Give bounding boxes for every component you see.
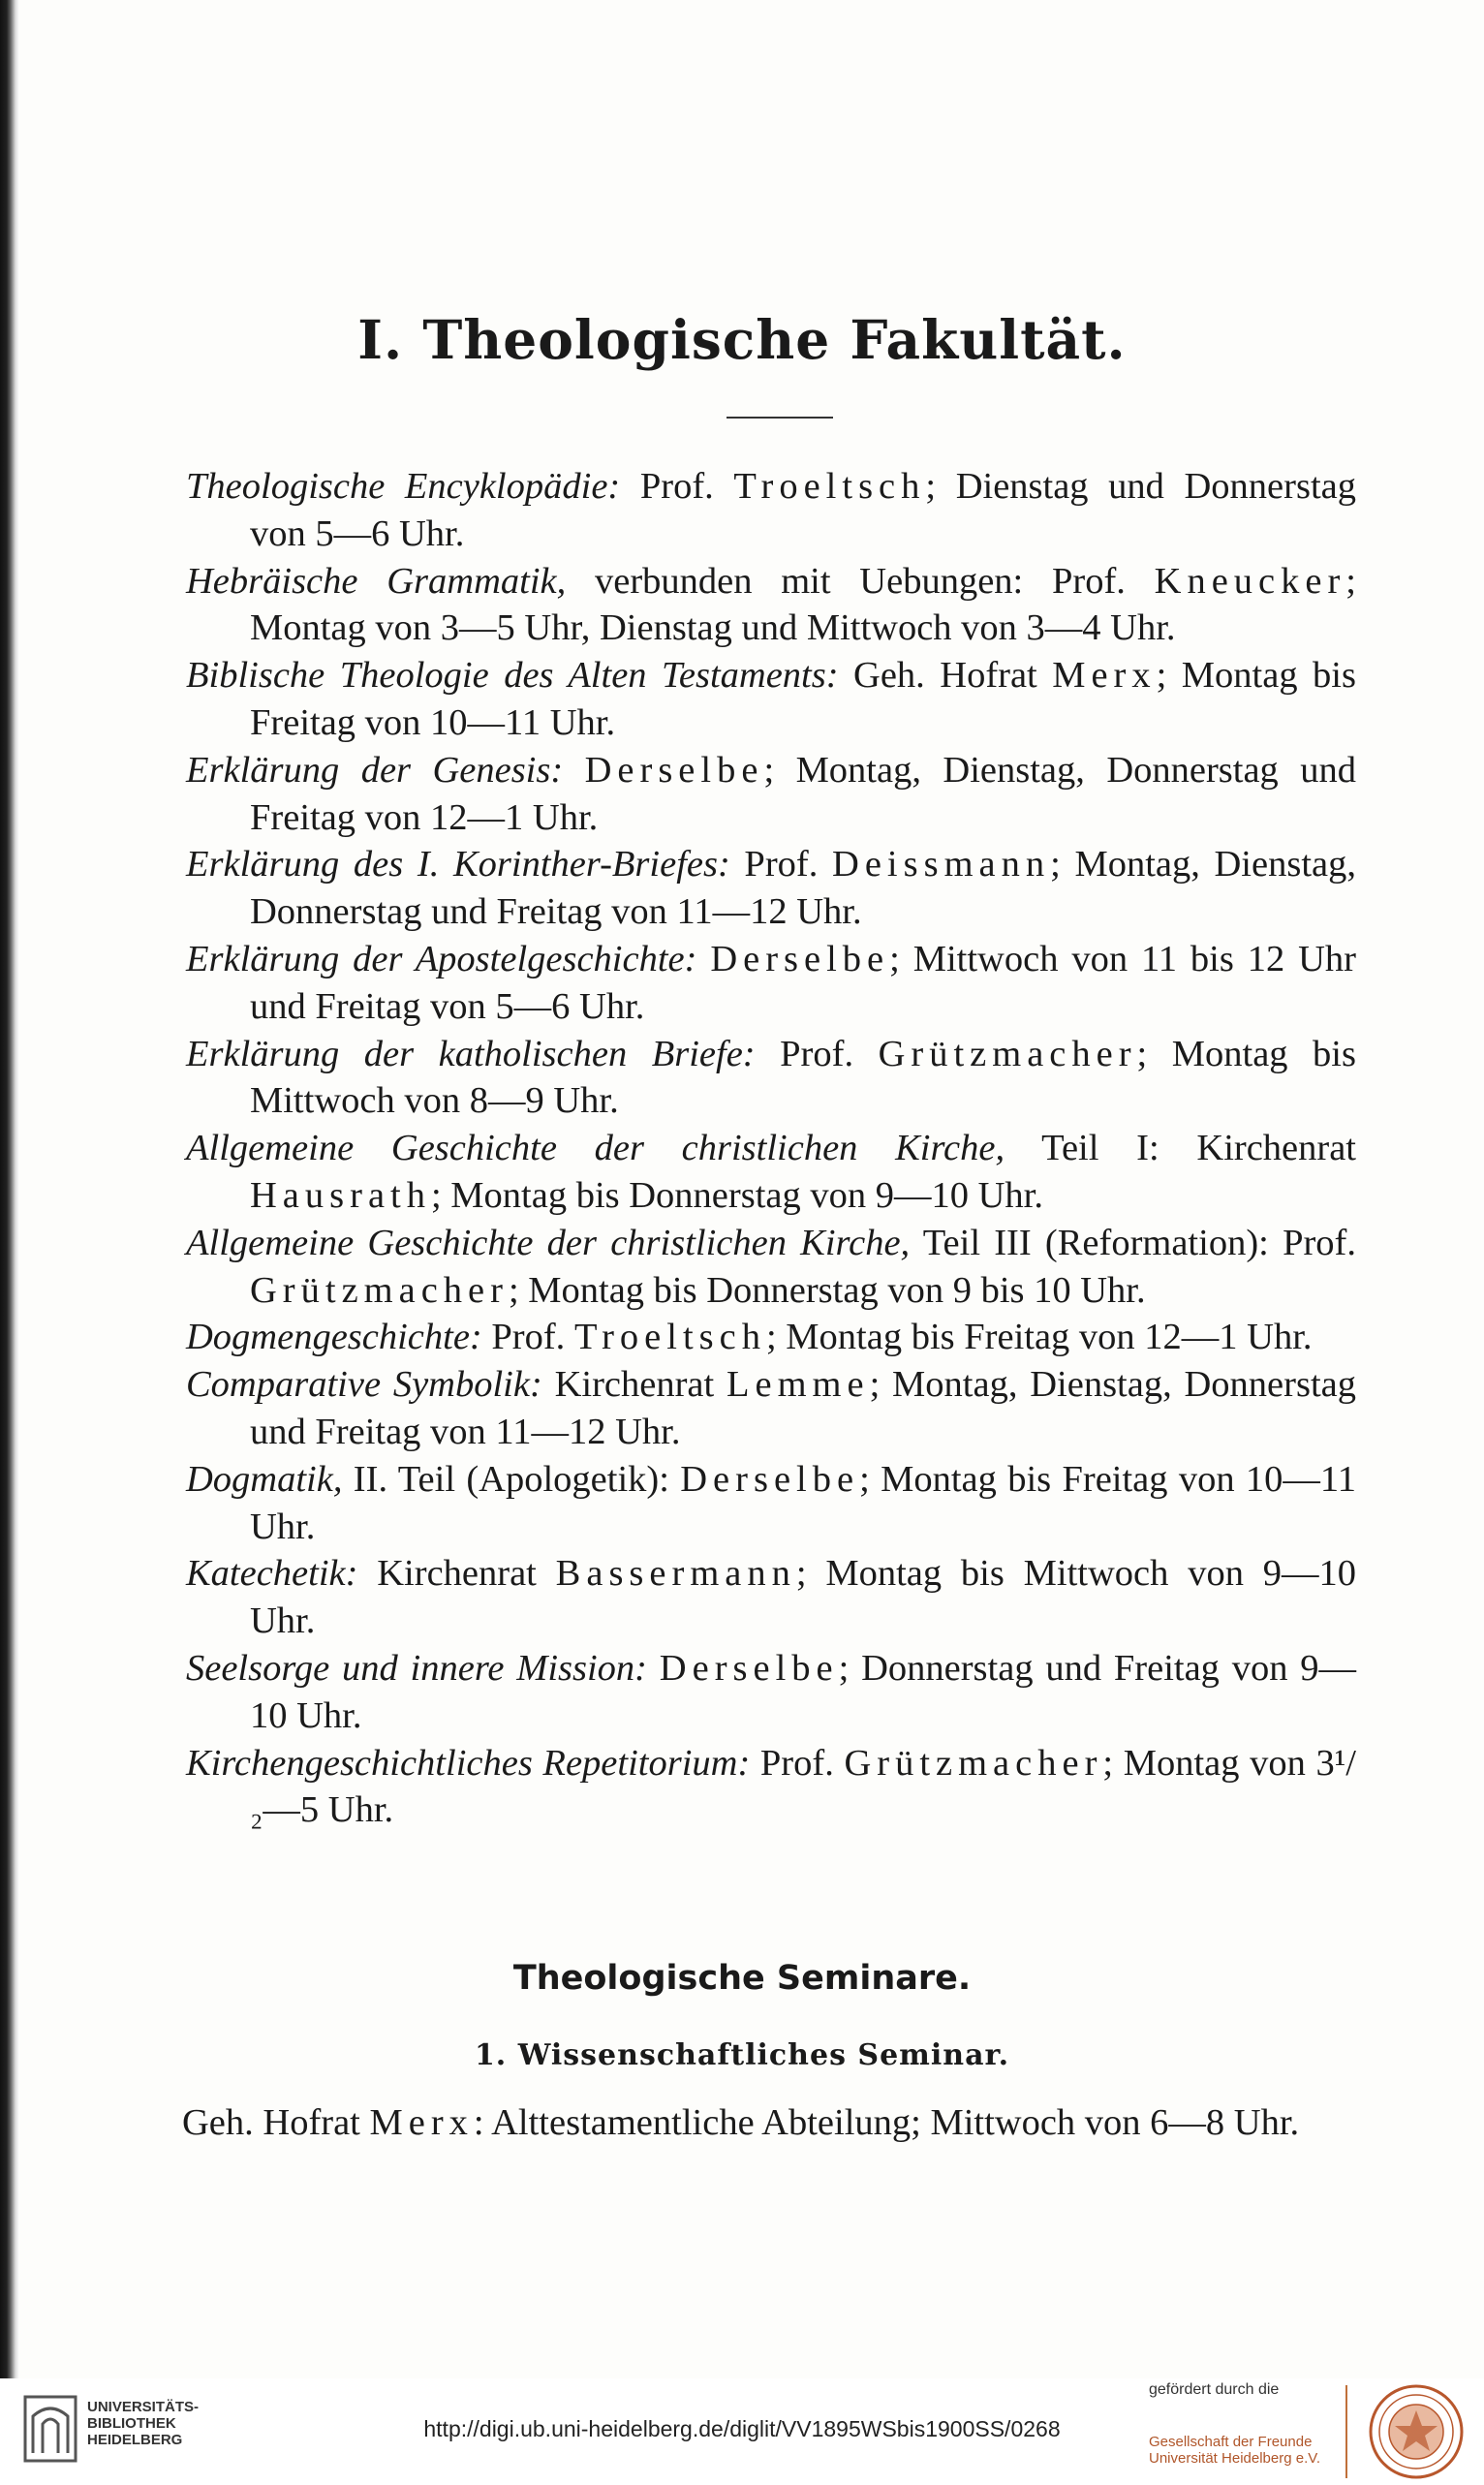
course-schedule: ; Montag bis Freitag von 10—11 Uhr. [250,1458,1356,1547]
course-schedule: ; Montag bis Donnerstag von 9 bis 10 Uhr. [508,1269,1146,1311]
course-pre: Prof. [481,1317,574,1358]
course-pre: Prof. [729,844,833,885]
course-lecturer: Kneucker [1154,560,1346,602]
course-schedule: ; Montag von 3¹/₂—5 Uhr. [250,1742,1356,1831]
course-schedule: ; Donnerstag und Freitag von 9—10 Uhr. [250,1647,1356,1736]
course-lecturer: Derselbe [659,1647,839,1689]
course-entry [186,1361,1356,1456]
heading-rule [727,417,833,419]
seminar-entry-rest: : Alttestamentliche Abteilung; Mittwoch von 6—8 Uhr. [473,2102,1300,2143]
course-list [186,463,1356,1834]
course-schedule: ; Montag, Dienstag, Donnerstag und Freitag von 11—12 Uhr. [250,1364,1356,1452]
course-title: Kirchengeschichtliches Repetitorium: [186,1742,751,1784]
seminar-entry-pre: Geh. Hofrat [182,2102,370,2143]
course-lecturer: Derselbe [584,749,764,791]
course-schedule: ; Montag bis Donnerstag von 9—10 Uhr. [430,1174,1043,1216]
course-pre [563,750,584,791]
course-title: Theologische Encyklopädie: [186,466,621,507]
course-pre [696,939,710,979]
course-title: Dogmatik, [186,1458,343,1500]
course-lecturer: Grützmacher [250,1269,509,1311]
university-seal-icon [1368,2383,1465,2480]
course-lecturer: Grützmacher [844,1742,1103,1784]
seminar-1-entry [182,2099,1356,2147]
course-lecturer: Deissmann [832,844,1051,885]
course-title: Hebräische Grammatik, [186,560,567,602]
course-title: Comparative Symbolik: [186,1364,542,1406]
course-schedule: ; Montag, Dienstag, Donnerstag und Freitag von 12—1 Uhr. [250,749,1356,838]
course-entry [186,936,1356,1031]
course-title: Biblische Theologie des Alten Testaments: [186,655,839,697]
digital-library-url[interactable]: http://digi.ub.uni-heidelberg.de/diglit/VV1895WSbis1900SS/0268 [423,2416,1061,2441]
course-lecturer: Grützmacher [878,1033,1137,1074]
course-entry [186,1220,1356,1315]
course-entry [186,1740,1356,1835]
university-library-name: UNIVERSITÄTS- BIBLIOTHEK HEIDELBERG [87,2399,200,2448]
course-entry [186,1031,1356,1126]
course-pre [647,1648,660,1689]
course-entry [186,463,1356,558]
course-title: Seelsorge und innere Mission: [186,1647,648,1689]
course-schedule: ; Dienstag und Donnerstag von 5—6 Uhr. [250,466,1356,554]
course-title: Allgemeine Geschichte der christlichen Kirche, [186,1128,1005,1169]
course-entry [186,1550,1356,1645]
course-title: Katechetik: [186,1553,358,1595]
sponsor-caption: gefördert durch die [1149,2381,1280,2398]
course-pre: Kirchenrat [357,1553,556,1595]
course-schedule: ; Montag von 3—5 Uhr, Dienstag und Mittwoch von 3—4 Uhr. [250,560,1356,649]
course-entry [186,1125,1356,1220]
faculty-heading: I. Theologische Fakultät. [357,308,1127,371]
course-schedule: ; Montag bis Freitag von 12—1 Uhr. [765,1317,1313,1358]
course-pre: Prof. [755,1033,879,1074]
course-entry [186,652,1356,747]
course-title: Erklärung der katholischen Briefe: [186,1033,756,1074]
course-lecturer: Troeltsch [573,1317,766,1358]
sponsor-divider [1345,2385,1347,2478]
course-pre: verbunden mit Uebungen: Prof. [566,560,1155,602]
course-lecturer: Merx [1052,655,1157,697]
course-lecturer: Hausrath [250,1174,431,1216]
seminar-1-heading: 1. Wissenschaftliches Seminar. [474,2038,1010,2072]
course-pre: Prof. [750,1742,845,1784]
course-schedule: ; Montag bis Mittwoch von 8—9 Uhr. [250,1033,1356,1122]
course-schedule: ; Montag bis Mittwoch von 9—10 Uhr. [250,1553,1356,1642]
course-lecturer: Lemme [726,1364,870,1406]
course-entry [186,841,1356,936]
course-pre: Teil III (Reformation): Prof. [910,1222,1356,1263]
course-lecturer: Troeltsch [733,466,926,507]
course-entry [186,558,1356,653]
course-entry [186,1314,1356,1361]
course-title: Erklärung der Genesis: [186,749,564,791]
course-pre: Kirchenrat [541,1364,727,1406]
course-schedule: ; Montag, Dienstag, Donnerstag und Freitag von 11—12 Uhr. [250,844,1356,933]
course-pre: Prof. [620,466,734,507]
course-title: Erklärung der Apostelgeschichte: [186,938,697,979]
sponsor-name: Gesellschaft der Freunde Universität Heidelberg e.V. [1149,2434,1321,2467]
seminar-entry-lecturer: Merx [369,2102,474,2143]
course-lecturer: Derselbe [710,938,890,979]
course-entry [186,747,1356,842]
seminare-heading: Theologische Seminare. [512,1959,972,1998]
course-entry [186,1645,1356,1740]
course-schedule: ; Mittwoch von 11 bis 12 Uhr und Freitag von 5—6 Uhr. [250,938,1356,1027]
course-title: Dogmengeschichte: [186,1317,482,1358]
course-schedule: ; Montag bis Freitag von 10—11 Uhr. [250,655,1356,743]
course-title: Allgemeine Geschichte der christlichen Kirche, [186,1222,911,1263]
course-title: Erklärung des I. Korinther-Briefes: [186,844,730,885]
course-lecturer: Bassermann [555,1553,796,1595]
course-pre: II. Teil (Apologetik): [342,1458,681,1500]
course-pre: Teil I: Kirchenrat [1005,1128,1356,1169]
course-lecturer: Derselbe [680,1458,860,1500]
course-entry [186,1456,1356,1551]
course-pre: Geh. Hofrat [838,655,1053,697]
